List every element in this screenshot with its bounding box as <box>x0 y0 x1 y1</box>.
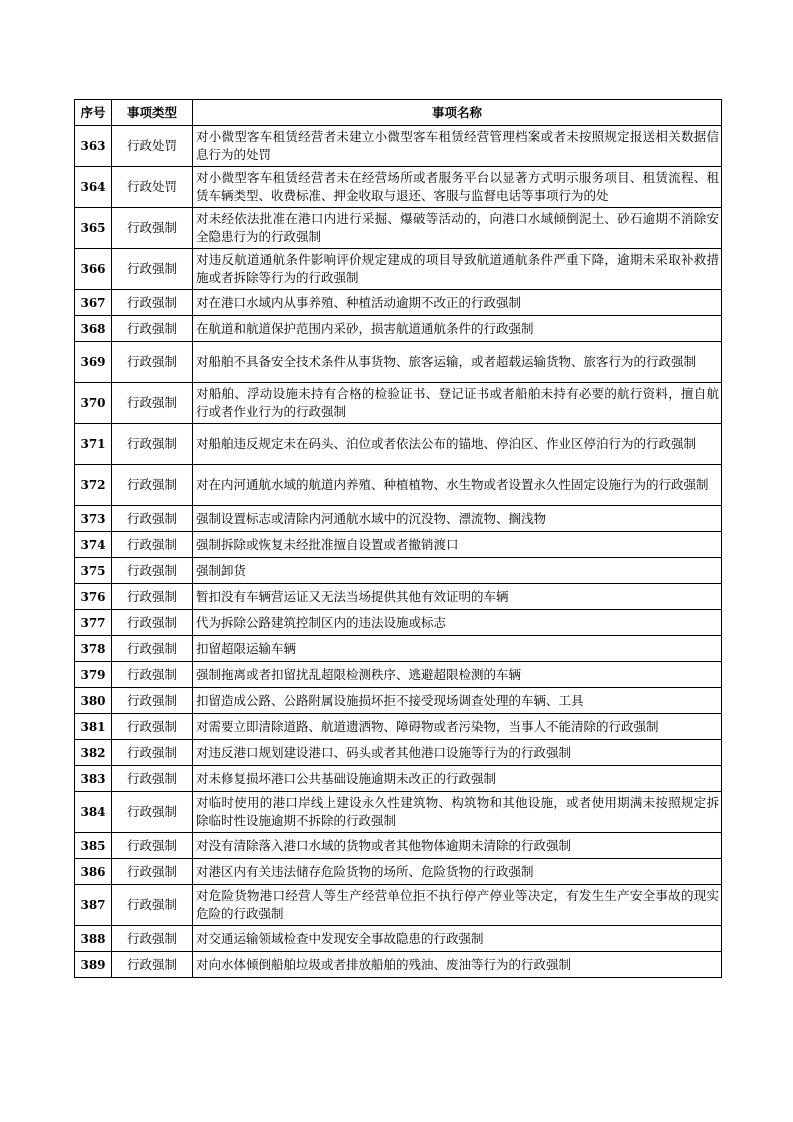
row-type: 行政强制 <box>112 208 193 249</box>
table-row <box>75 424 722 465</box>
table-row <box>75 885 722 926</box>
table-row <box>75 558 722 584</box>
row-type: 行政强制 <box>112 342 193 383</box>
row-name: 强制设置标志或清除内河通航水域中的沉没物、漂流物、搁浅物 <box>193 506 722 532</box>
table-header-row <box>75 100 722 126</box>
row-type: 行政强制 <box>112 506 193 532</box>
row-serial: 388 <box>75 926 112 952</box>
row-serial: 377 <box>75 610 112 636</box>
table-row <box>75 465 722 506</box>
row-name: 对交通运输领域检查中发现安全事故隐患的行政强制 <box>193 926 722 952</box>
row-serial: 364 <box>75 167 112 208</box>
row-serial: 369 <box>75 342 112 383</box>
table-row <box>75 859 722 885</box>
row-type: 行政强制 <box>112 688 193 714</box>
row-type: 行政强制 <box>112 584 193 610</box>
table-row <box>75 249 722 290</box>
table-row <box>75 342 722 383</box>
table-row <box>75 316 722 342</box>
row-name: 对需要立即清除道路、航道遗洒物、障碍物或者污染物，当事人不能清除的行政强制 <box>193 714 722 740</box>
row-name: 对违反航道通航条件影响评价规定建成的项目导致航道通航条件严重下降，逾期未采取补救措施或者拆除等行为的行政强制 <box>193 249 722 290</box>
row-type: 行政强制 <box>112 662 193 688</box>
row-type: 行政强制 <box>112 558 193 584</box>
row-name: 对危险货物港口经营人等生产经营单位拒不执行停产停业等决定，有发生生产安全事故的现实危险的行政强制 <box>193 885 722 926</box>
row-name: 对未修复损坏港口公共基础设施逾期未改正的行政强制 <box>193 766 722 792</box>
header-name: 事项名称 <box>193 100 722 126</box>
row-name: 对小微型客车租赁经营者未在经营场所或者服务平台以显著方式明示服务项目、租赁流程、租赁车辆类型、收费标准、押金收取与退还、客服与监督电话等事项行为的处 <box>193 167 722 208</box>
row-name: 对向水体倾倒船舶垃圾或者排放船舶的残油、废油等行为的行政强制 <box>193 952 722 978</box>
row-type: 行政强制 <box>112 766 193 792</box>
table-row <box>75 688 722 714</box>
row-name: 对在内河通航水域的航道内养殖、种植植物、水生物或者设置永久性固定设施行为的行政强制 <box>193 465 722 506</box>
row-serial: 381 <box>75 714 112 740</box>
row-serial: 386 <box>75 859 112 885</box>
row-type: 行政强制 <box>112 383 193 424</box>
row-name: 扣留造成公路、公路附属设施损坏拒不接受现场调查处理的车辆、工具 <box>193 688 722 714</box>
row-serial: 374 <box>75 532 112 558</box>
row-type: 行政处罚 <box>112 126 193 167</box>
row-name: 对临时使用的港口岸线上建设永久性建筑物、构筑物和其他设施，或者使用期满未按照规定拆除临时性设施逾期不拆除的行政强制 <box>193 792 722 833</box>
row-type: 行政强制 <box>112 859 193 885</box>
row-type: 行政强制 <box>112 926 193 952</box>
row-name: 暂扣没有车辆营运证又无法当场提供其他有效证明的车辆 <box>193 584 722 610</box>
table-row <box>75 740 722 766</box>
row-name: 对船舶违反规定未在码头、泊位或者依法公布的锚地、停泊区、作业区停泊行为的行政强制 <box>193 424 722 465</box>
row-serial: 365 <box>75 208 112 249</box>
row-type: 行政强制 <box>112 249 193 290</box>
row-serial: 363 <box>75 126 112 167</box>
table-row <box>75 383 722 424</box>
row-name: 强制卸货 <box>193 558 722 584</box>
table-row <box>75 126 722 167</box>
row-serial: 376 <box>75 584 112 610</box>
row-type: 行政强制 <box>112 885 193 926</box>
row-name: 对没有清除落入港口水域的货物或者其他物体逾期未清除的行政强制 <box>193 833 722 859</box>
table-row <box>75 792 722 833</box>
row-type: 行政处罚 <box>112 167 193 208</box>
row-type: 行政强制 <box>112 532 193 558</box>
row-type: 行政强制 <box>112 316 193 342</box>
row-serial: 373 <box>75 506 112 532</box>
document-page <box>74 99 721 978</box>
row-serial: 370 <box>75 383 112 424</box>
row-serial: 380 <box>75 688 112 714</box>
row-serial: 389 <box>75 952 112 978</box>
row-serial: 384 <box>75 792 112 833</box>
row-serial: 368 <box>75 316 112 342</box>
table-row <box>75 167 722 208</box>
row-name: 对在港口水域内从事养殖、种植活动逾期不改正的行政强制 <box>193 290 722 316</box>
row-type: 行政强制 <box>112 792 193 833</box>
row-name: 对船舶、浮动设施未持有合格的检验证书、登记证书或者船舶未持有必要的航行资料，擅自航行或者作业行为的行政强制 <box>193 383 722 424</box>
row-serial: 387 <box>75 885 112 926</box>
row-type: 行政强制 <box>112 636 193 662</box>
table-row <box>75 952 722 978</box>
row-serial: 385 <box>75 833 112 859</box>
table-row <box>75 714 722 740</box>
row-serial: 382 <box>75 740 112 766</box>
table-row <box>75 766 722 792</box>
table-row <box>75 662 722 688</box>
table-row <box>75 506 722 532</box>
table-row <box>75 610 722 636</box>
row-serial: 372 <box>75 465 112 506</box>
header-serial: 序号 <box>75 100 112 126</box>
row-name: 强制拖离或者扣留扰乱超限检测秩序、逃避超限检测的车辆 <box>193 662 722 688</box>
header-type: 事项类型 <box>112 100 193 126</box>
table-row <box>75 833 722 859</box>
row-serial: 383 <box>75 766 112 792</box>
row-type: 行政强制 <box>112 740 193 766</box>
table-row <box>75 290 722 316</box>
row-serial: 378 <box>75 636 112 662</box>
row-name: 扣留超限运输车辆 <box>193 636 722 662</box>
row-name: 在航道和航道保护范围内采砂，损害航道通航条件的行政强制 <box>193 316 722 342</box>
row-name: 对违反港口规划建设港口、码头或者其他港口设施等行为的行政强制 <box>193 740 722 766</box>
row-type: 行政强制 <box>112 424 193 465</box>
row-serial: 379 <box>75 662 112 688</box>
table-row <box>75 208 722 249</box>
table-body <box>75 126 722 978</box>
table-row <box>75 926 722 952</box>
row-type: 行政强制 <box>112 714 193 740</box>
row-type: 行政强制 <box>112 290 193 316</box>
row-type: 行政强制 <box>112 465 193 506</box>
row-serial: 366 <box>75 249 112 290</box>
row-name: 强制拆除或恢复未经批准擅自设置或者撤销渡口 <box>193 532 722 558</box>
row-name: 对港区内有关违法储存危险货物的场所、危险货物的行政强制 <box>193 859 722 885</box>
row-serial: 375 <box>75 558 112 584</box>
items-table <box>74 99 722 978</box>
row-name: 对小微型客车租赁经营者未建立小微型客车租赁经营管理档案或者未按照规定报送相关数据信息行为的处罚 <box>193 126 722 167</box>
row-serial: 367 <box>75 290 112 316</box>
row-type: 行政强制 <box>112 610 193 636</box>
row-name: 对未经依法批准在港口内进行采掘、爆破等活动的，向港口水域倾倒泥土、砂石逾期不消除安全隐患行为的行政强制 <box>193 208 722 249</box>
row-type: 行政强制 <box>112 833 193 859</box>
row-name: 代为拆除公路建筑控制区内的违法设施或标志 <box>193 610 722 636</box>
table-row <box>75 584 722 610</box>
row-serial: 371 <box>75 424 112 465</box>
row-type: 行政强制 <box>112 952 193 978</box>
table-row <box>75 532 722 558</box>
table-row <box>75 636 722 662</box>
row-name: 对船舶不具备安全技术条件从事货物、旅客运输，或者超载运输货物、旅客行为的行政强制 <box>193 342 722 383</box>
